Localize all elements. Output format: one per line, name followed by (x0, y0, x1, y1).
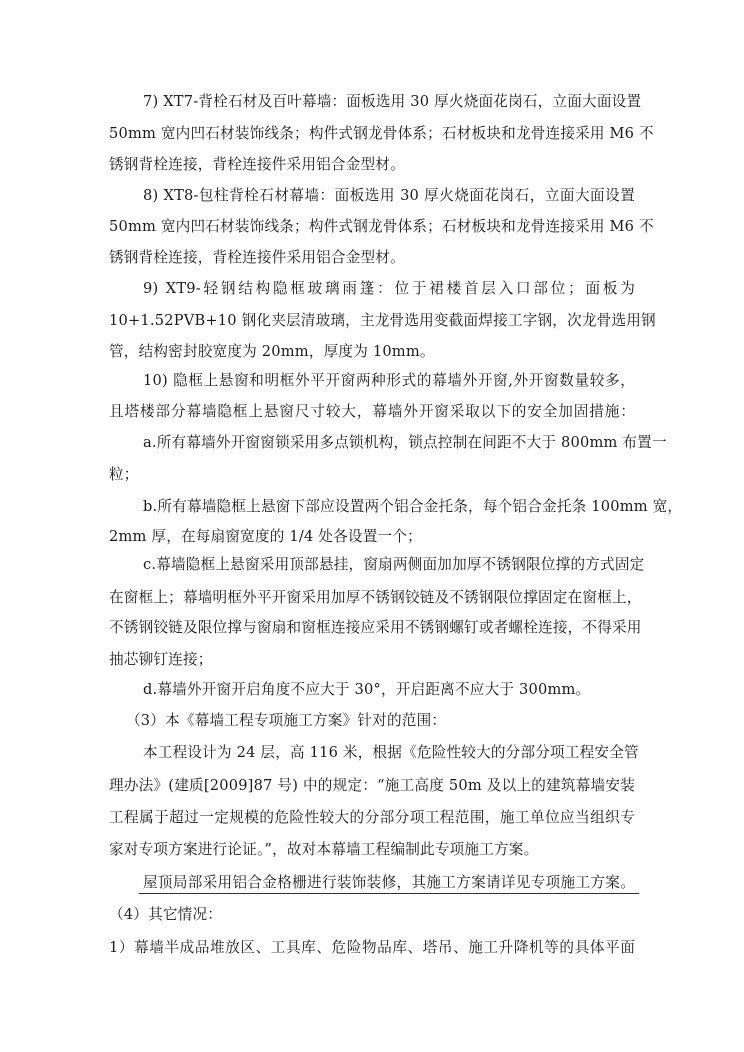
scope-paragraph-line-4: 家对专项方案进行论证。”，故对本幕墙工程编制此专项施工方案。 (109, 841, 539, 858)
scope-paragraph-line-3: 工程属于超过一定规模的危险性较大的分部分项工程范围，施工单位应当组织专 (109, 809, 635, 826)
item-c-line-3: 不锈钢铰链及限位撑与窗扇和窗框连接应采用不锈钢螺钉或者螺栓连接，不得采用 (109, 619, 642, 636)
paragraph-10-line-1: 10) 隐框上悬窗和明框外平开窗两种形式的幕墙外开窗,外开窗数量较多， (143, 372, 635, 389)
item-d-line-1: d.幕墙外开窗开启角度不应大于 30°，开启距离不应大于 300mm。 (143, 681, 591, 698)
paragraph-7-line-3: 锈钢背栓连接，背栓连接件采用铝合金型材。 (109, 156, 405, 173)
paragraph-9-line-3: 管，结构密封胶宽度为 20mm，厚度为 10mm。 (109, 343, 435, 360)
roof-grille-note: 屋顶局部采用铝合金格栅进行装饰装修，其施工方案请详见专项施工方案。 (143, 874, 635, 891)
item-b-line-1: b.所有幕墙隐框上悬窗下部应设置两个铝合金托条，每个铝合金托条 100mm 宽， (143, 498, 683, 515)
section-4-heading: （4）其它情况： (109, 906, 223, 923)
scope-paragraph-line-2: 理办法》(建质[2009]87 号) 中的规定：“施工高度 50m 及以上的建筑幕墙安装 (109, 777, 635, 794)
item-b-line-2: 2mm 厚，在每扇窗宽度的 1/4 处各设置一个； (109, 528, 422, 545)
paragraph-9-line-1: 9) XT9-轻钢结构隐框玻璃雨篷：位于裙楼首层入口部位；面板为 (143, 280, 635, 297)
paragraph-8-line-3: 锈钢背栓连接，背栓连接件采用铝合金型材。 (109, 249, 405, 266)
paragraph-8-line-1: 8) XT8-包柱背栓石材幕墙：面板选用 30 厚火烧面花岗石，立面大面设置 (143, 187, 635, 204)
item-c-line-2: 在窗框上；幕墙明框外平开窗采用加厚不锈钢铰链及不锈钢限位撑固定在窗框上， (109, 589, 642, 606)
item-a-line-1: a.所有幕墙外开窗窗锁采用多点锁机构，锁点控制在间距不大于 800mm 布置一 (143, 434, 667, 451)
item-c-line-4: 抽芯铆钉连接； (109, 651, 213, 668)
paragraph-7-line-1: 7) XT7-背栓石材及百叶幕墙：面板选用 30 厚火烧面花岗石，立面大面设置 (143, 93, 642, 110)
other-item-1-line-1: 1）幕墙半成品堆放区、工具库、危险物品库、塔吊、施工升降机等的具体平面 (109, 939, 635, 956)
paragraph-7-line-2: 50mm 宽内凹石材装饰线条；构件式钢龙骨体系；石材板块和龙骨连接采用 M6 不 (109, 125, 654, 142)
roof-grille-underline (139, 893, 639, 894)
scope-paragraph-line-1: 本工程设计为 24 层，高 116 米，根据《危险性较大的分部分项工程安全管 (143, 744, 639, 761)
section-3-heading: （3）本《幕墙工程专项施工方案》针对的范围： (126, 712, 447, 729)
paragraph-8-line-2: 50mm 宽内凹石材装饰线条；构件式钢龙骨体系；石材板块和龙骨连接采用 M6 不 (109, 218, 654, 235)
item-c-line-1: c.幕墙隐框上悬窗采用顶部悬挂，窗扇两侧面加加厚不锈钢限位撑的方式固定 (143, 556, 645, 573)
item-a-line-2: 粒； (109, 466, 139, 483)
paragraph-10-line-2: 且塔楼部分幕墙隐框上悬窗尺寸较大，幕墙外开窗采取以下的安全加固措施： (109, 403, 635, 420)
paragraph-9-line-2: 10+1.52PVB+10 钢化夹层清玻璃，主龙骨选用变截面焊接工字钢，次龙骨选用钢 (109, 312, 656, 329)
